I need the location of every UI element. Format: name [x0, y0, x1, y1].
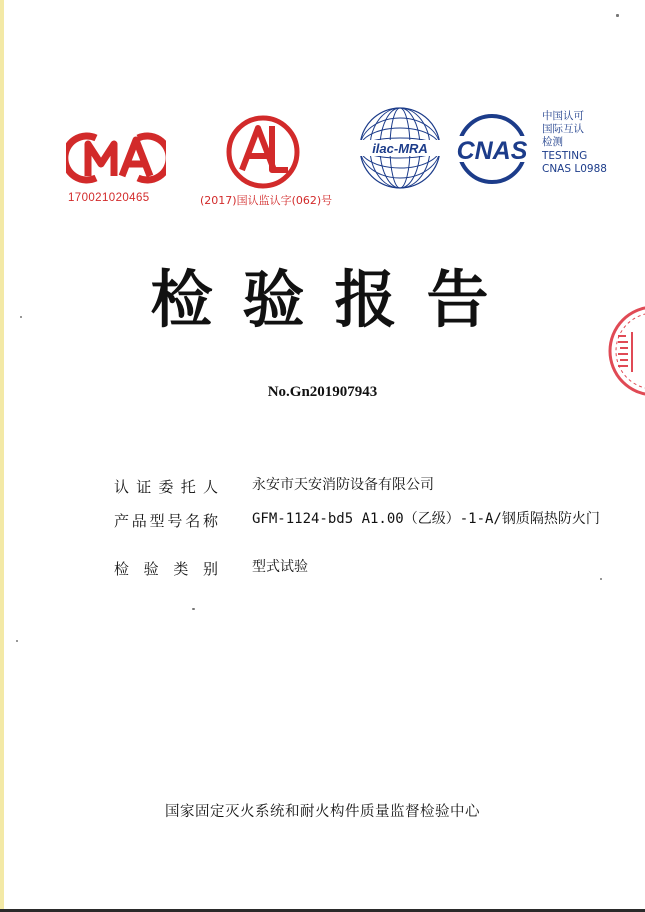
- scan-speck: [192, 608, 195, 610]
- svg-text:ilac-MRA: ilac-MRA: [372, 141, 428, 156]
- report-title: 检验报告: [150, 263, 519, 336]
- label-char: 委: [158, 478, 174, 496]
- label-char: 别: [202, 560, 218, 578]
- cnas-accreditation-text: [542, 110, 607, 176]
- client-value: 永安市天安消防设备有限公司: [252, 477, 434, 493]
- inspection-type-label: [114, 558, 218, 579]
- inspection-type-value: 型式试验: [252, 559, 308, 575]
- cnas-line: 中国认可: [542, 110, 584, 122]
- cal-logo: [218, 112, 308, 192]
- scan-speck: [616, 14, 619, 17]
- cnas-line: 国际互认: [542, 123, 584, 136]
- cnas-line: CNAS L0988: [542, 162, 607, 175]
- cal-number: (2017)国认监认字(062)号: [200, 194, 333, 207]
- client-label: [114, 476, 218, 497]
- label-char: 类: [173, 560, 189, 578]
- scan-edge: [0, 0, 4, 912]
- product-label: [114, 510, 218, 531]
- label-char: 检: [114, 560, 130, 578]
- label-char: 产: [114, 512, 130, 530]
- label-char: 验: [143, 560, 159, 578]
- scan-speck: [600, 578, 602, 580]
- ilac-mra-logo: [356, 104, 444, 192]
- label-char: 称: [202, 512, 218, 530]
- scan-speck: [20, 316, 22, 318]
- cma-number: 170021020465: [68, 192, 150, 204]
- cma-logo: [66, 128, 166, 188]
- product-value: GFM-1124-bd5 A1.00（乙级）-1-A/钢质隔热防火门: [252, 511, 600, 527]
- svg-text:CNAS: CNAS: [456, 137, 528, 165]
- cnas-logo: [446, 112, 538, 186]
- issuing-organization: 国家固定灭火系统和耐火构件质量监督检验中心: [165, 804, 480, 820]
- label-char: 人: [202, 478, 218, 496]
- label-char: 品: [131, 512, 147, 530]
- label-char: 名: [185, 512, 201, 530]
- label-char: 型: [149, 512, 165, 530]
- label-char: 证: [136, 478, 152, 496]
- label-char: 号: [167, 512, 183, 530]
- scan-speck: [16, 640, 18, 642]
- label-char: 托: [180, 478, 196, 496]
- cnas-line: 检测: [542, 136, 563, 149]
- label-char: 认: [114, 478, 130, 496]
- cnas-line: TESTING: [542, 149, 588, 162]
- report-number: No.Gn201907943: [267, 384, 378, 400]
- official-seal-stamp: [608, 296, 645, 406]
